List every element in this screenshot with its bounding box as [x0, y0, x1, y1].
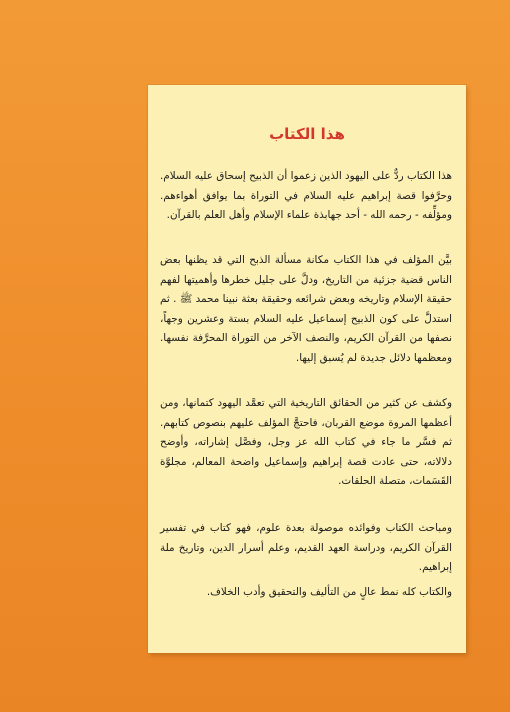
- panel-title: هذا الكتاب: [269, 125, 345, 143]
- paragraph-3: وكشف عن كثير من الحقائق التاريخية التي تعمَّد اليهود كتمانها، ومن أعظمها المروة موضع القربان، فاحتجَّ المؤلف عليهم بنصوص كتابهم. ثم فسَّر ما جاء في كتاب الله عز وجل، وفصَّل إشاراته، وأوضح دلالاته، حتى عادت قصة إبراهيم وإسماعيل واضحة المعالم، مجلوَّة القَسَمات، متصلة الحلقات.: [160, 397, 452, 488]
- paragraph-4: ومباحث الكتاب وفوائده موصولة بعدة علوم، فهو كتاب في تفسير القرآن الكريم، ودراسة العهد القديم، وعلم أسرار الدين، وتاريخ ملة إبراهيم.: [160, 522, 452, 574]
- paragraph-2: بيَّن المؤلف في هذا الكتاب مكانة مسألة الذبح التي قد يظنها بعض الناس قضية جزئية من التاريخ، ودلَّ على جليل خطرها وأهميتها لفهم حقيقة الإسلام وتاريخه وبعض شرائعه وحقيقة بعثة نبينا محمد ﷺ . ثم استدلَّ على كون الذبيح إسماعيل عليه السلام بستة وعشرين وجهاً، نصفها من القرآن الكريم، والنصف الآخر من التوراة المحرَّفة نفسها. ومعظمها دلائل جديدة لم يُسبق إليها.: [160, 254, 452, 364]
- paragraph-1: هذا الكتاب ردٌّ على اليهود الذين زعموا أن الذبيح إسحاق عليه السلام. وحرَّفوا قصة إبراهيم عليه السلام في التوراة بما يوافق أهواءهم. ومؤلِّفه - رحمه الله - أحد جهابذة علماء الإسلام وأهل العلم بالقرآن.: [160, 170, 452, 222]
- paragraph-5: والكتاب كله نمط عالٍ من التأليف والتحقيق وأدب الخلاف.: [206, 586, 452, 599]
- description-panel: [148, 85, 466, 653]
